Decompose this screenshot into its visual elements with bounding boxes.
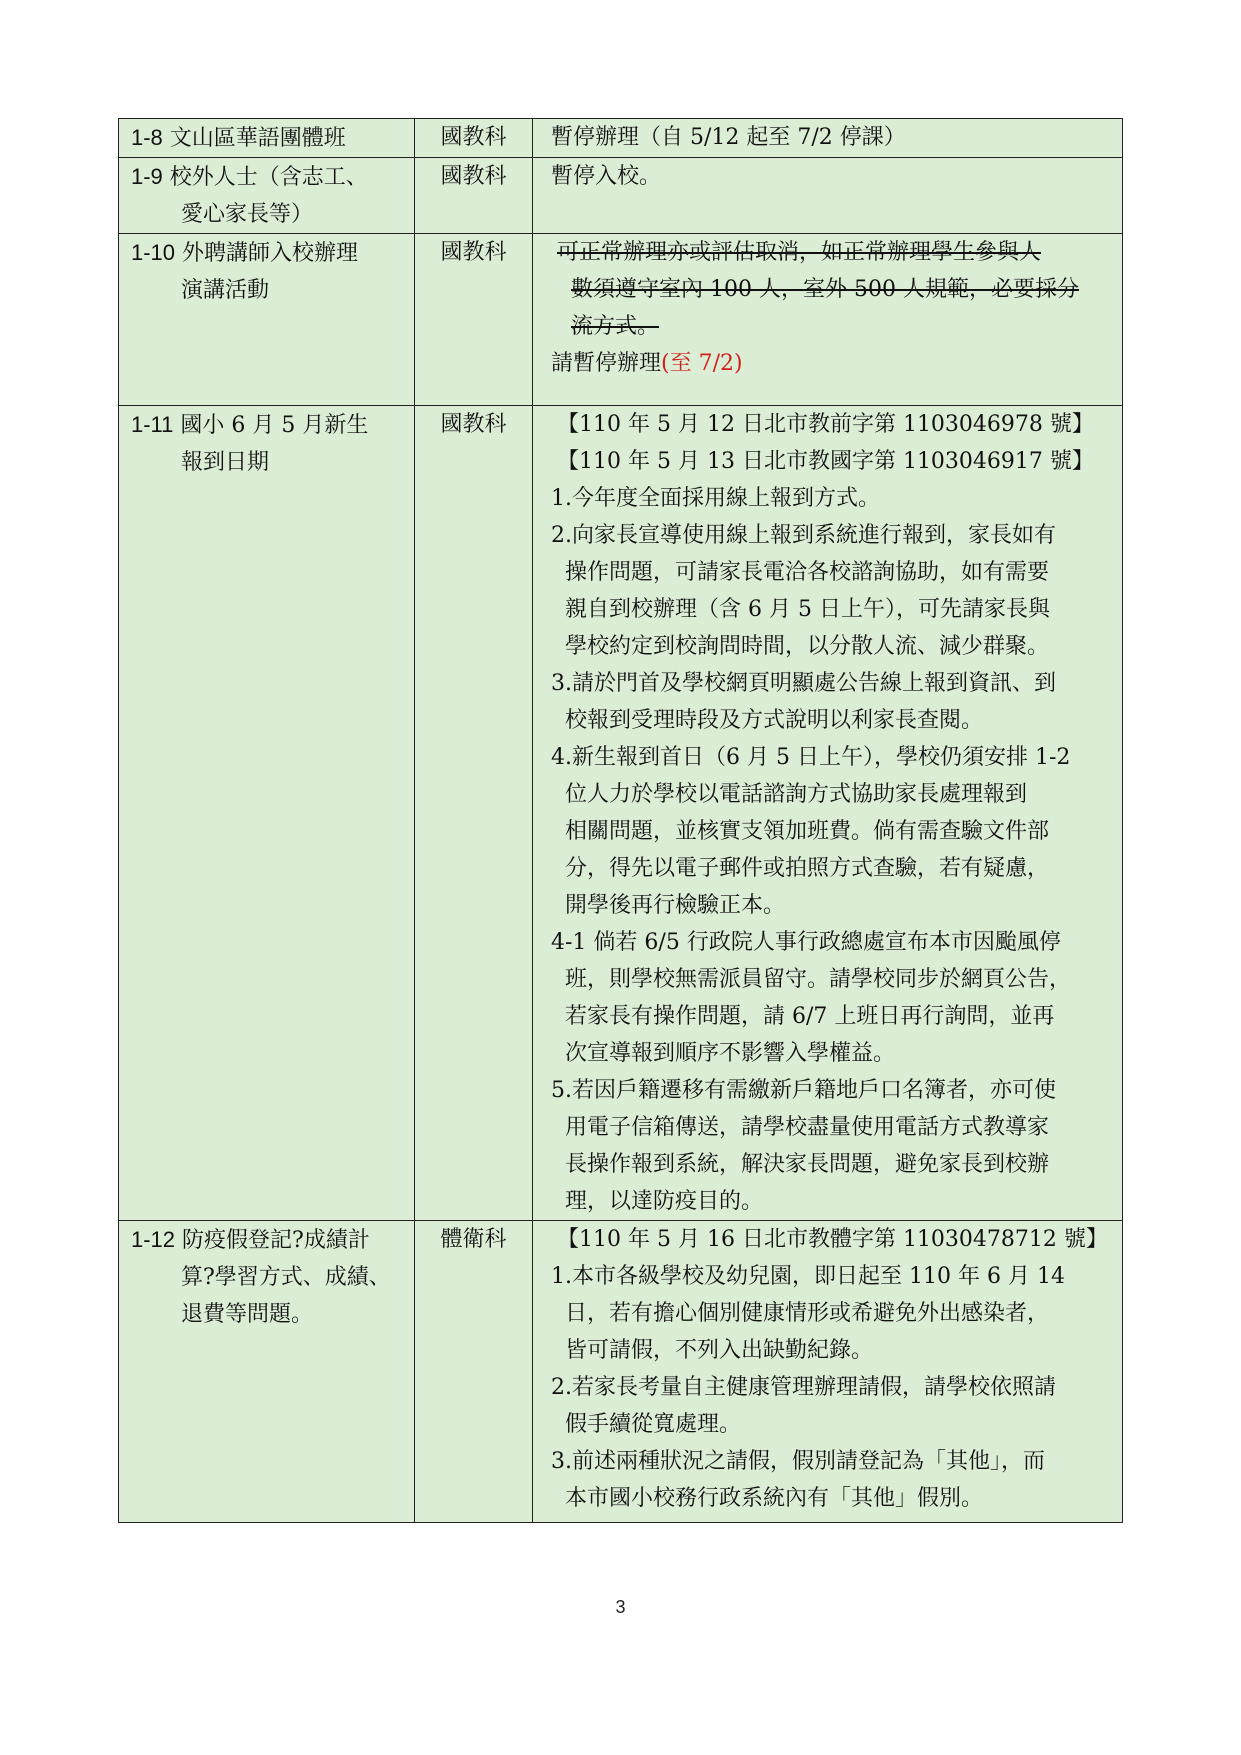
item-cell [119,406,415,1221]
item-title: 文山區華語團體班 [169,126,346,151]
list-item-cont: 理，以達防疫目的。 [565,1189,764,1214]
item-title: 校外人士（含志工、 [169,165,368,190]
document-reference: 【110 年 5 月 13 日北市教國字第 1103046917 號】 [557,449,1094,474]
item-title-cont: 演講活動 [181,278,270,303]
dept-cell: 體衛科 [415,1221,533,1523]
content-line: 暫停入校。 [551,164,662,189]
item-cell [119,119,415,158]
struck-text: 可正常辦理亦或評估取消，如正常辦理學生參與人 [557,240,1042,265]
table-row [119,1221,1123,1523]
item-title: 防疫假登記?成績計 [182,1228,370,1253]
item-cell [119,158,415,234]
table-row [119,119,1123,158]
list-item-cont: 操作問題，可請家長電洽各校諮詢協助，如有需要 [565,560,1050,585]
list-item-cont: 校報到受理時段及方式說明以利家長查閱。 [565,708,984,733]
table-row [119,158,1123,234]
list-item-cont: 日，若有擔心個別健康情形或希避免外出感染者， [565,1301,1050,1326]
document-reference: 【110 年 5 月 12 日北市教前字第 1103046978 號】 [557,412,1094,437]
list-item-cont: 假手續從寬處理。 [565,1412,742,1437]
list-item-cont: 開學後再行檢驗正本。 [565,893,786,918]
list-item: 4.新生報到首日（6 月 5 日上午），學校仍須安排 1-2 [551,745,1071,770]
item-number: 1-8 [131,125,163,150]
table-row [119,406,1123,1221]
content-cell [533,119,1123,158]
dept-cell: 國教科 [415,234,533,406]
list-item-cont: 長操作報到系統，解決家長問題，避免家長到校辦 [565,1152,1050,1177]
item-title-cont: 算?學習方式、成績、 [181,1265,391,1290]
list-item-cont: 若家長有操作問題，請 6/7 上班日再行詢問，並再 [565,1004,1055,1029]
content-cell [533,1221,1123,1523]
list-item-cont: 位人力於學校以電話諮詢方式協助家長處理報到 [565,782,1028,807]
list-item: 1.本市各級學校及幼兒園，即日起至 110 年 6 月 14 [551,1264,1065,1289]
dept-cell: 國教科 [415,158,533,234]
content-cell [533,158,1123,234]
item-title: 外聘講師入校辦理 [182,241,359,266]
content-cell [533,234,1123,406]
list-item: 4-1 倘若 6/5 行政院人事行政總處宣布本市因颱風停 [551,930,1061,955]
dept-cell: 國教科 [415,119,533,158]
item-number: 1-10 [131,240,176,265]
list-item: 2.若家長考量自主健康管理辦理請假，請學校依照請 [551,1375,1056,1400]
list-item-cont: 皆可請假，不列入出缺勤紀錄。 [565,1338,874,1363]
item-title-cont: 報到日期 [181,450,270,475]
list-item-cont: 用電子信箱傳送，請學校盡量使用電話方式教導家 [565,1115,1050,1140]
item-cell [119,1221,415,1523]
dept-cell: 國教科 [415,406,533,1221]
item-number: 1-12 [131,1227,176,1252]
measures-table [118,118,1123,1523]
struck-text: 數須遵守室內 100 人，室外 500 人規範，必要採分 [571,277,1079,302]
suspend-until-text: (至 7/2) [661,351,743,376]
list-item: 2.向家長宣導使用線上報到系統進行報到，家長如有 [551,523,1056,548]
list-item-cont: 班，則學校無需派員留守。請學校同步於網頁公告， [565,967,1072,992]
struck-text: 流方式。 [571,314,660,339]
item-title-cont: 愛心家長等） [181,202,314,227]
list-item-cont: 相關問題，並核實支領加班費。倘有需查驗文件部 [565,819,1050,844]
list-item-cont: 親自到校辦理（含 6 月 5 日上午），可先請家長與 [565,597,1050,622]
list-item: 5.若因戶籍遷移有需繳新戶籍地戶口名簿者，亦可使 [551,1078,1056,1103]
item-cell [119,234,415,406]
list-item: 3.前述兩種狀況之請假，假別請登記為「其他」，而 [551,1449,1045,1474]
page-number: 3 [615,1597,626,1617]
table-row [119,234,1123,406]
list-item-cont: 分，得先以電子郵件或拍照方式查驗，若有疑慮， [565,856,1050,881]
list-item-cont: 本市國小校務行政系統內有「其他」假別。 [565,1486,984,1511]
item-number: 1-11 [131,412,174,437]
content-line [551,345,1112,382]
list-item-cont: 次宣導報到順序不影響入學權益。 [565,1041,896,1066]
suspend-text: 請暫停辦理 [551,351,662,376]
list-item: 1.今年度全面採用線上報到方式。 [551,486,880,511]
item-number: 1-9 [131,164,163,189]
content-cell [533,406,1123,1221]
document-reference: 【110 年 5 月 16 日北市教體字第 11030478712 號】 [557,1227,1108,1252]
content-line: 暫停辦理（自 5/12 起至 7/2 停課） [551,125,906,150]
item-title-cont: 退費等問題。 [181,1302,314,1327]
list-item-cont: 學校約定到校詢問時間，以分散人流、減少群聚。 [565,634,1050,659]
list-item: 3.請於門首及學校網頁明顯處公告線上報到資訊、到 [551,671,1056,696]
item-title: 國小 6 月 5 月新生 [180,413,369,438]
